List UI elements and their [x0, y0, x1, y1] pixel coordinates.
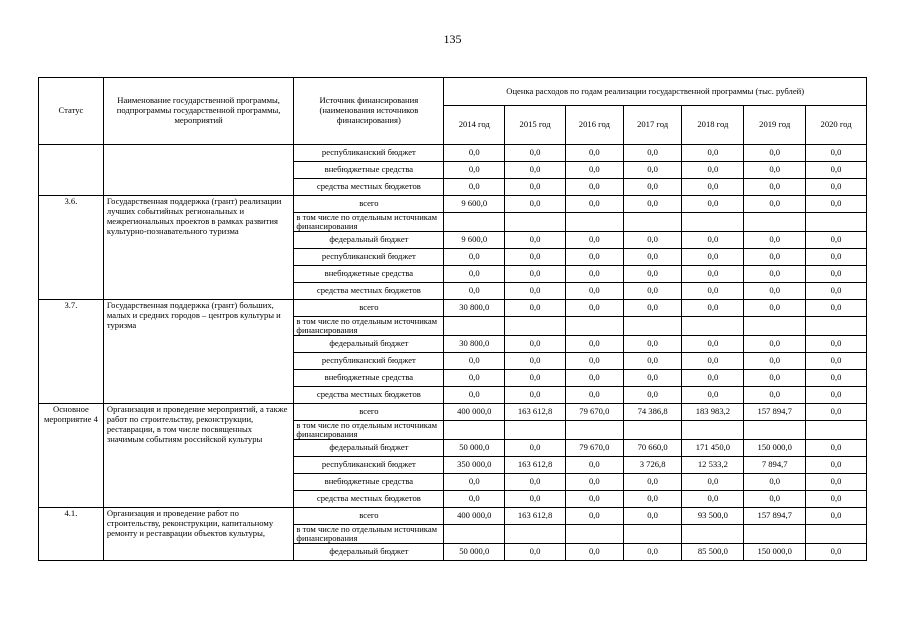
cell-amount: 0,0 — [806, 457, 867, 474]
cell-amount: 0,0 — [623, 179, 682, 196]
cell-amount: 0,0 — [623, 387, 682, 404]
cell-amount: 0,0 — [623, 336, 682, 353]
cell-amount: 0,0 — [682, 370, 744, 387]
cell-amount: 0,0 — [565, 544, 623, 561]
cell-amount: 0,0 — [565, 387, 623, 404]
header-name: Наименование государственной программы, подпрограммы государственной программы, мероприятий — [103, 78, 294, 145]
cell-amount: 0,0 — [744, 249, 806, 266]
row-program-name: Государственная поддержка (грант) больших, малых и средних городов – центров культуры и туризма — [103, 300, 294, 404]
cell-amount — [505, 213, 566, 232]
cell-amount: 7 894,7 — [744, 457, 806, 474]
cell-amount: 0,0 — [744, 283, 806, 300]
cell-amount: 0,0 — [505, 491, 566, 508]
cell-amount: 0,0 — [682, 474, 744, 491]
row-funding-source: республиканский бюджет — [294, 145, 444, 162]
cell-amount: 0,0 — [682, 179, 744, 196]
cell-amount — [444, 213, 505, 232]
cell-amount: 171 450,0 — [682, 440, 744, 457]
cell-amount: 0,0 — [682, 283, 744, 300]
cell-amount: 0,0 — [744, 162, 806, 179]
cell-amount: 0,0 — [623, 249, 682, 266]
cell-amount: 0,0 — [806, 474, 867, 491]
header-estimate: Оценка расходов по годам реализации государственной программы (тыс. рублей) — [444, 78, 867, 106]
cell-amount: 79 670,0 — [565, 404, 623, 421]
cell-amount — [806, 421, 867, 440]
cell-amount: 150 000,0 — [744, 544, 806, 561]
cell-amount: 0,0 — [623, 196, 682, 213]
row-funding-source: внебюджетные средства — [294, 266, 444, 283]
cell-amount: 0,0 — [682, 387, 744, 404]
row-funding-source: всего — [294, 404, 444, 421]
cell-amount: 400 000,0 — [444, 508, 505, 525]
cell-amount — [623, 213, 682, 232]
header-status: Статус — [39, 78, 104, 145]
cell-amount: 0,0 — [444, 162, 505, 179]
row-funding-source: федеральный бюджет — [294, 336, 444, 353]
cell-amount: 0,0 — [682, 196, 744, 213]
row-funding-source: средства местных бюджетов — [294, 179, 444, 196]
cell-amount: 30 800,0 — [444, 336, 505, 353]
cell-amount: 0,0 — [623, 283, 682, 300]
cell-amount: 70 660,0 — [623, 440, 682, 457]
budget-table — [38, 77, 867, 561]
cell-amount: 0,0 — [682, 232, 744, 249]
page-number: 135 — [443, 32, 462, 46]
header-source: Источник финансирования (наименования источников финансирования) — [294, 78, 444, 145]
cell-amount: 0,0 — [682, 353, 744, 370]
cell-amount: 0,0 — [505, 162, 566, 179]
table-row — [39, 145, 867, 162]
cell-amount: 30 800,0 — [444, 300, 505, 317]
cell-amount: 0,0 — [744, 145, 806, 162]
cell-amount: 0,0 — [565, 457, 623, 474]
cell-amount: 0,0 — [623, 353, 682, 370]
row-funding-source: средства местных бюджетов — [294, 283, 444, 300]
cell-amount: 0,0 — [565, 232, 623, 249]
row-status: Основное мероприятие 4 — [39, 404, 104, 508]
cell-amount: 0,0 — [505, 544, 566, 561]
cell-amount: 150 000,0 — [744, 440, 806, 457]
cell-amount — [505, 421, 566, 440]
cell-amount: 0,0 — [806, 508, 867, 525]
header-year: 2017 год — [623, 106, 682, 145]
cell-amount: 0,0 — [744, 179, 806, 196]
cell-amount: 3 726,8 — [623, 457, 682, 474]
cell-amount — [565, 317, 623, 336]
row-funding-source: в том числе по отдельным источникам финансирования — [294, 421, 444, 440]
cell-amount: 0,0 — [682, 145, 744, 162]
cell-amount: 0,0 — [565, 353, 623, 370]
row-funding-source: республиканский бюджет — [294, 249, 444, 266]
cell-amount: 0,0 — [565, 196, 623, 213]
cell-amount: 0,0 — [623, 300, 682, 317]
table-row — [39, 508, 867, 525]
cell-amount: 93 500,0 — [682, 508, 744, 525]
row-funding-source: федеральный бюджет — [294, 544, 444, 561]
cell-amount: 0,0 — [505, 145, 566, 162]
cell-amount: 0,0 — [806, 370, 867, 387]
cell-amount: 0,0 — [806, 283, 867, 300]
cell-amount: 0,0 — [806, 300, 867, 317]
cell-amount: 0,0 — [505, 266, 566, 283]
cell-amount: 0,0 — [623, 162, 682, 179]
cell-amount — [565, 525, 623, 544]
cell-amount: 0,0 — [444, 283, 505, 300]
row-status: 3.7. — [39, 300, 104, 404]
cell-amount: 0,0 — [682, 336, 744, 353]
cell-amount: 0,0 — [444, 179, 505, 196]
cell-amount: 0,0 — [505, 249, 566, 266]
cell-amount: 0,0 — [806, 544, 867, 561]
cell-amount: 9 600,0 — [444, 232, 505, 249]
cell-amount: 0,0 — [806, 232, 867, 249]
cell-amount — [744, 525, 806, 544]
row-status: 4.1. — [39, 508, 104, 561]
row-funding-source: всего — [294, 508, 444, 525]
cell-amount: 0,0 — [444, 249, 505, 266]
cell-amount: 0,0 — [623, 474, 682, 491]
row-funding-source: в том числе по отдельным источникам финансирования — [294, 213, 444, 232]
cell-amount: 0,0 — [806, 145, 867, 162]
cell-amount: 0,0 — [744, 196, 806, 213]
cell-amount: 157 894,7 — [744, 508, 806, 525]
cell-amount: 0,0 — [623, 266, 682, 283]
header-year: 2018 год — [682, 106, 744, 145]
cell-amount: 0,0 — [744, 232, 806, 249]
cell-amount — [744, 213, 806, 232]
row-funding-source: в том числе по отдельным источникам финансирования — [294, 525, 444, 544]
cell-amount: 0,0 — [565, 370, 623, 387]
row-program-name: Организация и проведение работ по строительству, реконструкции, капитальному ремонту и реставрации объектов культуры, — [103, 508, 294, 561]
cell-amount — [444, 525, 505, 544]
cell-amount: 0,0 — [744, 266, 806, 283]
row-funding-source: федеральный бюджет — [294, 232, 444, 249]
cell-amount: 0,0 — [806, 179, 867, 196]
cell-amount — [623, 317, 682, 336]
cell-amount: 0,0 — [744, 336, 806, 353]
cell-amount: 0,0 — [505, 353, 566, 370]
row-funding-source: республиканский бюджет — [294, 457, 444, 474]
cell-amount: 0,0 — [682, 249, 744, 266]
cell-amount: 0,0 — [744, 370, 806, 387]
cell-amount: 0,0 — [623, 544, 682, 561]
cell-amount: 0,0 — [444, 474, 505, 491]
cell-amount: 50 000,0 — [444, 440, 505, 457]
cell-amount: 400 000,0 — [444, 404, 505, 421]
row-funding-source: в том числе по отдельным источникам финансирования — [294, 317, 444, 336]
cell-amount: 9 600,0 — [444, 196, 505, 213]
cell-amount: 0,0 — [565, 474, 623, 491]
header-year: 2020 год — [806, 106, 867, 145]
cell-amount — [682, 421, 744, 440]
cell-amount: 0,0 — [744, 300, 806, 317]
cell-amount: 0,0 — [505, 232, 566, 249]
table-row — [39, 300, 867, 317]
cell-amount: 0,0 — [505, 283, 566, 300]
cell-amount: 0,0 — [744, 474, 806, 491]
cell-amount: 350 000,0 — [444, 457, 505, 474]
cell-amount: 0,0 — [806, 336, 867, 353]
row-funding-source: всего — [294, 300, 444, 317]
cell-amount: 0,0 — [565, 145, 623, 162]
row-funding-source: внебюджетные средства — [294, 474, 444, 491]
cell-amount — [444, 421, 505, 440]
cell-amount: 0,0 — [623, 508, 682, 525]
cell-amount: 0,0 — [806, 353, 867, 370]
cell-amount: 0,0 — [444, 266, 505, 283]
cell-amount: 0,0 — [565, 266, 623, 283]
cell-amount: 0,0 — [505, 179, 566, 196]
cell-amount — [806, 213, 867, 232]
cell-amount — [623, 525, 682, 544]
cell-amount: 0,0 — [444, 491, 505, 508]
row-funding-source: средства местных бюджетов — [294, 387, 444, 404]
cell-amount: 0,0 — [505, 440, 566, 457]
cell-amount: 0,0 — [682, 491, 744, 508]
row-funding-source: внебюджетные средства — [294, 162, 444, 179]
cell-amount: 0,0 — [444, 353, 505, 370]
cell-amount: 12 533,2 — [682, 457, 744, 474]
cell-amount — [565, 421, 623, 440]
cell-amount: 0,0 — [444, 387, 505, 404]
cell-amount: 0,0 — [623, 145, 682, 162]
cell-amount: 163 612,8 — [505, 404, 566, 421]
header-year: 2015 год — [505, 106, 566, 145]
cell-amount: 0,0 — [682, 162, 744, 179]
cell-amount: 0,0 — [505, 474, 566, 491]
cell-amount: 0,0 — [505, 387, 566, 404]
cell-amount: 0,0 — [806, 266, 867, 283]
cell-amount: 183 983,2 — [682, 404, 744, 421]
cell-amount — [682, 317, 744, 336]
cell-amount: 0,0 — [565, 300, 623, 317]
cell-amount: 0,0 — [682, 300, 744, 317]
cell-amount: 0,0 — [565, 336, 623, 353]
cell-amount: 74 386,8 — [623, 404, 682, 421]
cell-amount: 0,0 — [744, 387, 806, 404]
cell-amount: 0,0 — [623, 491, 682, 508]
cell-amount: 0,0 — [806, 196, 867, 213]
cell-amount — [744, 317, 806, 336]
cell-amount: 0,0 — [444, 145, 505, 162]
row-program-name — [103, 145, 294, 196]
header-year: 2019 год — [744, 106, 806, 145]
row-funding-source: всего — [294, 196, 444, 213]
cell-amount: 163 612,8 — [505, 457, 566, 474]
table-row — [39, 404, 867, 421]
cell-amount: 50 000,0 — [444, 544, 505, 561]
header-year: 2016 год — [565, 106, 623, 145]
cell-amount: 0,0 — [806, 162, 867, 179]
cell-amount: 0,0 — [806, 404, 867, 421]
cell-amount: 0,0 — [505, 196, 566, 213]
cell-amount: 0,0 — [505, 370, 566, 387]
cell-amount — [505, 525, 566, 544]
cell-amount — [565, 213, 623, 232]
cell-amount: 0,0 — [565, 179, 623, 196]
cell-amount: 0,0 — [744, 491, 806, 508]
row-funding-source: федеральный бюджет — [294, 440, 444, 457]
cell-amount: 0,0 — [565, 283, 623, 300]
row-funding-source: республиканский бюджет — [294, 353, 444, 370]
cell-amount — [505, 317, 566, 336]
cell-amount: 0,0 — [444, 370, 505, 387]
cell-amount: 157 894,7 — [744, 404, 806, 421]
cell-amount: 0,0 — [565, 162, 623, 179]
cell-amount — [806, 317, 867, 336]
cell-amount — [682, 525, 744, 544]
cell-amount — [623, 421, 682, 440]
cell-amount — [444, 317, 505, 336]
cell-amount — [682, 213, 744, 232]
cell-amount: 0,0 — [744, 353, 806, 370]
table-body — [39, 145, 867, 561]
cell-amount: 85 500,0 — [682, 544, 744, 561]
row-program-name: Государственная поддержка (грант) реализации лучших событийных региональных и межрегиональных проектов в рамках развития культурно-познавательного туризма — [103, 196, 294, 300]
row-program-name: Организация и проведение мероприятий, а также работ по строительству, реконструкции, реставрации, в том числе посвященных значимым событиям российской культуры — [103, 404, 294, 508]
cell-amount: 0,0 — [565, 491, 623, 508]
row-status: 3.6. — [39, 196, 104, 300]
cell-amount: 0,0 — [682, 266, 744, 283]
cell-amount: 0,0 — [623, 232, 682, 249]
row-funding-source: внебюджетные средства — [294, 370, 444, 387]
cell-amount: 0,0 — [806, 440, 867, 457]
cell-amount: 0,0 — [565, 508, 623, 525]
cell-amount: 163 612,8 — [505, 508, 566, 525]
header-year: 2014 год — [444, 106, 505, 145]
cell-amount: 0,0 — [806, 491, 867, 508]
row-funding-source: средства местных бюджетов — [294, 491, 444, 508]
cell-amount: 0,0 — [505, 300, 566, 317]
row-status — [39, 145, 104, 196]
cell-amount: 0,0 — [806, 249, 867, 266]
cell-amount — [744, 421, 806, 440]
cell-amount: 0,0 — [565, 249, 623, 266]
cell-amount: 0,0 — [806, 387, 867, 404]
cell-amount: 0,0 — [505, 336, 566, 353]
cell-amount: 0,0 — [623, 370, 682, 387]
cell-amount — [806, 525, 867, 544]
table-row — [39, 196, 867, 213]
cell-amount: 79 670,0 — [565, 440, 623, 457]
